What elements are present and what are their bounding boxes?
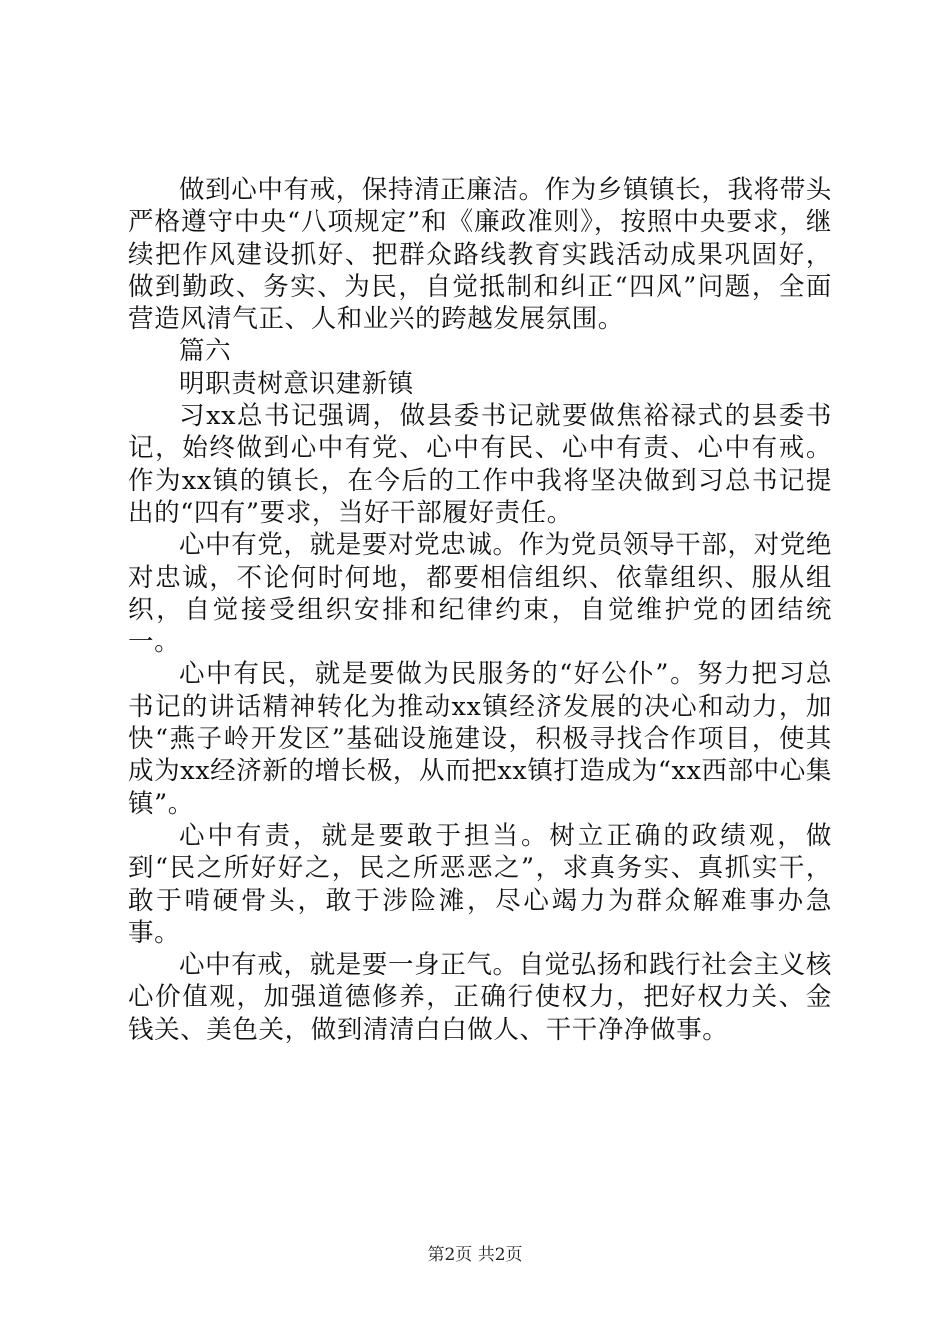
section-label: 篇六 <box>179 336 232 367</box>
page-number-footer: 第2页 共2页 <box>427 1245 523 1265</box>
section-title: 明职责树意识建新镇 <box>179 368 414 399</box>
paragraph-responsibility: 心中有责，就是要敢于担当。树立正确的政绩观，做到“民之所好好之，民之所恶恶之”，求真务实、真抓实干，敢于啃硬骨头，敢于涉险滩，尽心竭力为群众解难事办急事。 <box>128 820 832 948</box>
paragraph-party-loyalty: 心中有党，就是要对党忠诚。作为党员领导干部，对党绝对忠诚，不论何时何地，都要相信组织、依靠组织、服从组织，自觉接受组织安排和纪律约束，自觉维护党的团结统一。 <box>128 530 832 658</box>
paragraph-introduction: 习xx总书记强调，做县委书记就要做焦裕禄式的县委书记，始终做到心中有党、心中有民、心中有责、心中有戒。作为xx镇的镇长，在今后的工作中我将坚决做到习总书记提出的“四有”要求，当好干部履好责任。 <box>128 401 832 528</box>
document-body <box>128 174 832 1046</box>
paragraph-discipline-commitment: 做到心中有戒，保持清正廉洁。作为乡镇镇长，我将带头严格遵守中央“八项规定”和《廉政准则》，按照中央要求，继续把作风建设抓好、把群众路线教育实践活动成果巩固好，做到勤政、务实、为民，自觉抵制和纠正“四风”问题，全面营造风清气正、人和业兴的跨越发展氛围。 <box>128 175 832 335</box>
paragraph-integrity: 心中有戒，就是要一身正气。自觉弘扬和践行社会主义核心价值观，加强道德修养，正确行使权力，把好权力关、金钱关、美色关，做到清清白白做人、干干净净做事。 <box>128 950 832 1045</box>
paragraph-serve-people: 心中有民，就是要做为民服务的“好公仆”。努力把习总书记的讲话精神转化为推动xx镇经济发展的决心和动力，加快“燕子岭开发区”基础设施建设，积极寻找合作项目，使其成为xx经济新的增长极，从而把xx镇打造成为“xx西部中心集镇”。 <box>128 659 832 819</box>
